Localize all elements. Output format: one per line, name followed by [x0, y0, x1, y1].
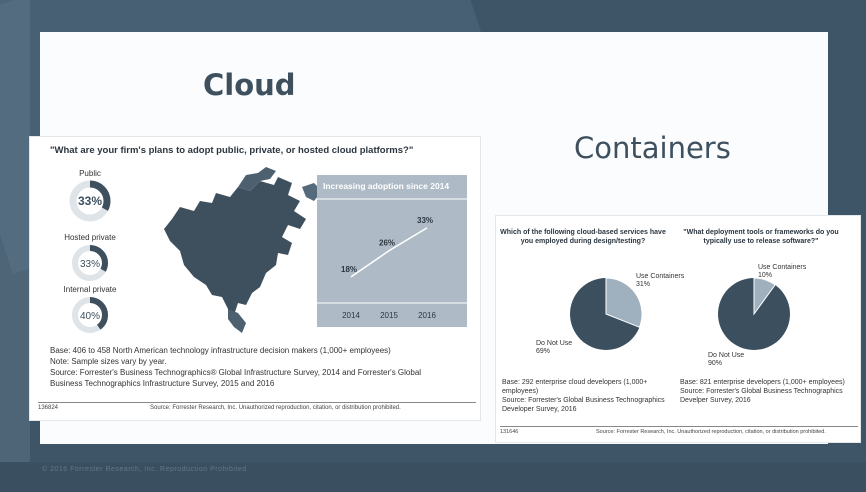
trend-line-chart — [317, 175, 467, 327]
trend-data-label: 26% — [379, 238, 396, 248]
footer-text: © 2016 Forrester Research, Inc. Reproduction Prohibited — [42, 466, 247, 473]
trend-chart-box — [317, 175, 467, 327]
divider — [38, 402, 476, 403]
pie1-base: Base: 292 enterprise cloud developers (1,000+ employees) Source: Forrester's Global Business Technographics Developer Survey, 2016 — [502, 379, 665, 413]
copyright-note: Source: Forrester Research, Inc. Unauthorized reproduction, citation, or distribution prohibited. — [150, 405, 401, 411]
base-note: Base: 406 to 458 North American technology infrastructure decision makers (1,000+ employees) — [50, 346, 391, 355]
gauge-public — [68, 179, 112, 223]
pie-chart-design-testing — [568, 276, 644, 352]
trend-data-label: 18% — [341, 264, 358, 274]
figure-id: 131646 — [500, 429, 519, 435]
gauge-label-hosted: Hosted private — [64, 233, 116, 242]
pie2-base: Base: 821 enterprise developers (1,000+ employees) Source: Forrester's Global Business Technographics Develper Survey, 2016 — [680, 379, 845, 404]
source-note-2: Business Technographics Infrastructure Survey, 2015 and 2016 — [50, 379, 275, 388]
figure-id: 136824 — [38, 405, 59, 411]
gauge-value-internal: 40% — [79, 311, 101, 322]
north-america-map — [142, 167, 327, 337]
pie2-no-label: Do Not Use 90% — [708, 352, 745, 367]
gauge-label-public: Public — [79, 169, 101, 178]
gauge-hosted — [70, 243, 110, 283]
trend-title: Increasing adoption since 2014 — [323, 181, 450, 191]
gauge-internal — [70, 295, 110, 335]
trend-data-label: 33% — [417, 215, 434, 225]
cloud-survey-panel — [30, 137, 480, 420]
gauge-value-hosted: 33% — [79, 259, 101, 270]
trend-series-line — [351, 228, 427, 277]
cloud-question: "What are your firm's plans to adopt public, private, or hosted cloud platforms?" — [50, 145, 414, 156]
pie1-use-label: Use Containers 31% — [636, 273, 685, 288]
containers-survey-panel — [496, 216, 860, 442]
source-note-1: Source: Forrester's Business Technographics® Global Infrastructure Survey, 2014 and Forrester's Global — [50, 368, 422, 377]
heading-cloud: Cloud — [203, 68, 296, 102]
sample-note: Note: Sample sizes vary by year. — [50, 357, 167, 366]
copyright-note: Source: Forrester Research, Inc. Unauthorized reproduction, citation, or distribution prohibited. — [596, 429, 826, 435]
trend-x-tick: 2014 — [342, 311, 360, 320]
gauge-label-internal: Internal private — [63, 285, 117, 294]
pie-chart-deployment — [716, 276, 792, 352]
divider — [500, 426, 858, 427]
frame-decoration — [0, 0, 30, 492]
trend-x-tick: 2016 — [418, 311, 436, 320]
pie1-no-label: Do Not Use 69% — [536, 340, 573, 355]
gauge-value-public: 33% — [77, 194, 103, 208]
heading-containers: Containers — [574, 131, 731, 165]
pie1-question: Which of the following cloud-based services have you employed during design/testing? — [500, 229, 666, 245]
pie2-question: "What deployment tools or frameworks do you typically use to release software?" — [683, 229, 839, 245]
trend-x-tick: 2015 — [380, 311, 398, 320]
pie2-use-label: Use Containers 10% — [758, 264, 807, 279]
